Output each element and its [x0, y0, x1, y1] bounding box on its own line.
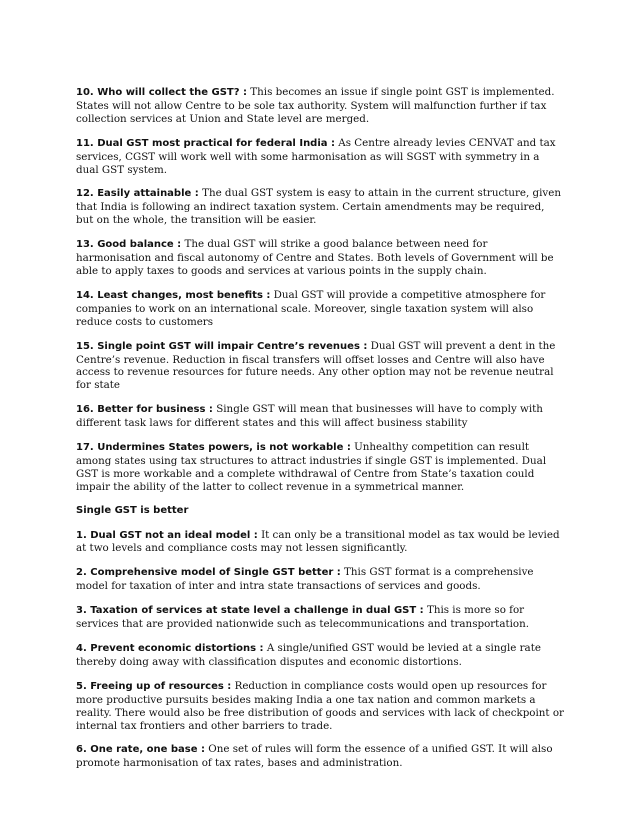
item-2 [76, 566, 564, 593]
item-text: This GST format is a comprehensive model for taxation of inter and intra state transactions of services and goods. [76, 566, 534, 593]
item-11 [76, 137, 564, 177]
item-6 [76, 743, 564, 770]
item-text: Unhealthy competition can result among states using tax structures to attract industries if single GST is implemented. Dual GST is more workable and a complete withdrawal of Centre from State’s taxation could impair the ability of the latter to collect revenue in a symmetrical manner. [76, 441, 547, 493]
item-text: Dual GST will provide a competitive atmosphere for companies to work on an international scale. Moreover, single taxation system will also reduce costs to customers [76, 288, 546, 328]
item-text: The dual GST system is easy to attain in the current structure, given that India is following an indirect taxation system. Certain amendments may be required, but on the whole, the transition will be easier. [76, 187, 561, 227]
item-13 [76, 238, 564, 278]
item-10 [76, 86, 564, 126]
item-text: Dual GST will prevent a dent in the Centre’s revenue. Reduction in fiscal transfers will offset losses and Centre will also have access to revenue resources for future needs. Any other option may not be revenue neutral for state [76, 339, 556, 392]
item-text: One set of rules will form the essence of a unified GST. It will also promote harmonisation of tax rates, bases and administration. [76, 743, 553, 770]
item-text: A single/unified GST would be levied at a single rate thereby doing away with classification disputes and economic distortions. [76, 642, 541, 668]
document-page [76, 86, 564, 781]
item-14 [76, 289, 564, 329]
item-title: 1. Dual GST not an ideal model : [76, 529, 258, 541]
item-4 [76, 642, 564, 669]
item-text: Reduction in compliance costs would open up resources for more productive pursuits besides making India a one tax nation and common markets a reality. There would also be free distribution of goods and services with lack of checkpoint or internal tax frontiers and other barriers to trade. [76, 679, 564, 732]
item-title: 17. Undermines States powers, is not workable : [76, 442, 351, 454]
item-title: 12. Easily attainable : [76, 188, 199, 200]
item-3 [76, 604, 564, 631]
item-15 [76, 340, 564, 393]
item-12 [76, 187, 564, 227]
item-title: 3. Taxation of services at state level a challenge in dual GST : [76, 605, 424, 617]
item-17 [76, 441, 564, 494]
item-title: 14. Least changes, most benefits : [76, 289, 271, 301]
item-title: 16. Better for business : [76, 404, 213, 416]
item-text: The dual GST will strike a good balance between need for harmonisation and fiscal autonomy of Centre and States. Both levels of Government will be able to apply taxes to goods and services at various points in the supply chain. [76, 238, 554, 277]
item-title: 10. Who will collect the GST? : [76, 87, 248, 98]
item-title: 5. Freeing up of resources : [76, 680, 232, 692]
item-16 [76, 403, 564, 430]
item-5 [76, 680, 564, 733]
item-title: 13. Good balance : [76, 239, 182, 251]
item-title: 11. Dual GST most practical for federal India : [76, 137, 335, 149]
item-title: 2. Comprehensive model of Single GST better : [76, 567, 341, 579]
item-text: As Centre already levies CENVAT and tax services, CGST will work well with some harmonisation as will SGST with symmetry in a dual GST system. [76, 136, 556, 176]
item-text: Single GST will mean that businesses will have to comply with different task laws for different states and this will affect business stability [76, 403, 543, 430]
item-1 [76, 529, 564, 556]
item-title: 15. Single point GST will impair Centre’s revenues : [76, 340, 368, 352]
item-title: 4. Prevent economic distortions : [76, 643, 264, 654]
item-text: It can only be a transitional model as tax would be levied at two levels and compliance costs may not lessen significantly. [76, 528, 560, 555]
item-title: 6. One rate, one base : [76, 744, 206, 756]
item-text: This is more so for services that are provided nationwide such as telecommunications and transportation. [76, 604, 529, 631]
section-heading: Single GST is better [76, 504, 189, 516]
item-text: This becomes an issue if single point GST is implemented. States will not allow Centre to be sole tax authority. System will malfunction further if tax collection services at Union and State level are merged. [76, 86, 555, 125]
